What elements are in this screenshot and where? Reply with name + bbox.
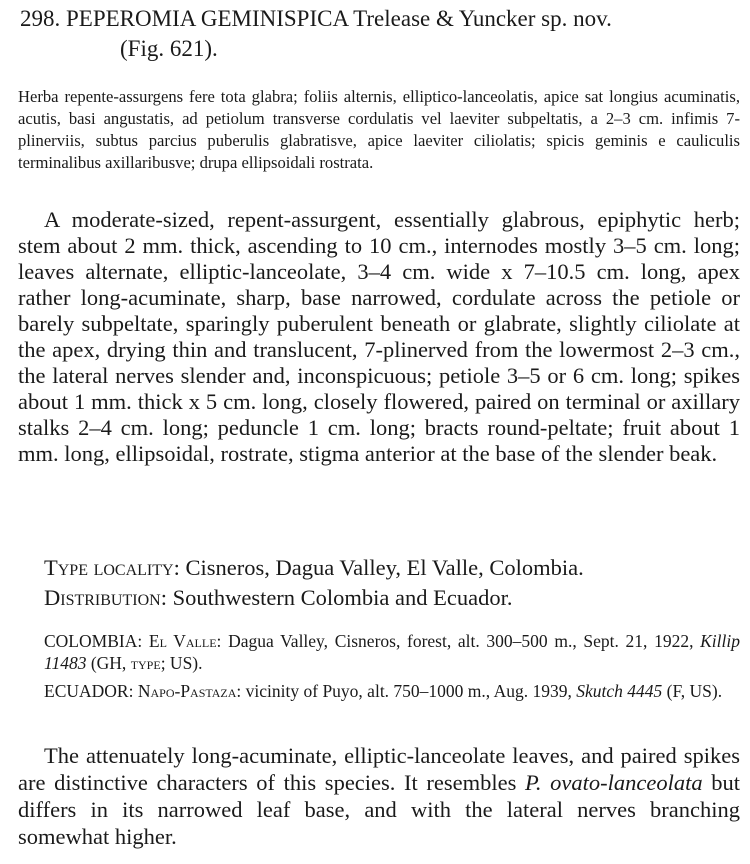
collector: Skutch 4445 <box>576 681 663 701</box>
distribution <box>44 585 513 611</box>
region: Napo-Pastaza <box>137 681 237 701</box>
locality: : vicinity of Puyo, alt. 750–1000 m., Aug. 1939, <box>236 681 572 701</box>
english-description <box>18 207 740 467</box>
description-text: A moderate-sized, repent-assurgent, essentially glabrous, epiphytic herb; stem about 2 mm. thick, ascending to 10 cm., internodes mostly 3–5 cm. long; leaves alternate, elliptic-lanceolate, 3–4 cm. wide x 7–10.5 cm. long, apex rather long-acuminate, sharp, base narrowed, cordulate across the petiole or barely subpeltate, sparingly puberulent beneath or glabrate, slightly ciliolate at the apex, drying thin and translucent, 7-plinerved from the lowermost 2–3 cm., the lateral nerves slender and, inconspicuous; petiole 3–5 or 6 cm. long; spikes about 1 mm. thick x 5 cm. long, closely flowered, paired on terminal or axillary stalks 2–4 cm. long; peduncle 1 cm. long; bracts round-peltate; fruit about 1 mm. long, ellipsoidal, rostrate, stigma anterior at the base of the slender beak. <box>18 207 740 466</box>
distribution-text: : Southwestern Colombia and Ecuador. <box>160 585 513 610</box>
genus-name: PEPEROMIA <box>66 6 196 31</box>
type-locality <box>44 555 584 581</box>
type-word: type <box>130 653 161 673</box>
species-heading <box>20 4 740 64</box>
region: El Valle <box>148 631 217 651</box>
latin-diagnosis-text: Herba repente-assurgens fere tota glabra; foliis alternis, elliptico-lanceolatis, apice sat longius acuminatis, acutis, basi angustatis, ad petiolum transverse cordulatis vel laeviter subpeltatis, a 2–3 cm. infimis 7-plinerviis, subtus parcius puberulis glabratisve, apice laeviter ciliolatis; spicis geminis e cauliculis terminalibus axillaribusve; drupa ellipsoidali rostrata. <box>18 87 740 172</box>
note-text-2: but differs in its narrowed leaf base, and with the lateral nerves branching somewhat higher. <box>18 770 740 849</box>
herbaria-pre: (GH, <box>90 653 127 673</box>
species-epithet: GEMINISPICA <box>200 6 348 31</box>
distribution-label: Distribution <box>44 585 161 610</box>
compared-species: P. ovato-lanceolata <box>525 770 703 795</box>
locality: : Dagua Valley, Cisneros, forest, alt. 300–500 m., Sept. 21, 1922, <box>216 631 694 651</box>
country: ECUADOR <box>44 681 129 701</box>
herbaria-post: (F, US). <box>666 681 723 701</box>
latin-diagnosis <box>18 86 740 174</box>
note-text-1: The attenuately long-acuminate, elliptic-lanceolate leaves, and paired spikes are distinctive characters of this species. It resembles <box>18 743 740 795</box>
species-number: 298. <box>20 6 61 31</box>
figure-reference: (Fig. 621). <box>120 36 218 61</box>
discussion-note <box>18 742 740 850</box>
specimen-citation-colombia: COLOMBIA: El Valle: Dagua Valley, Cisneros, forest, alt. 300–500 m., Sept. 21, 1922, Killip 11483 (GH, type; US). <box>44 631 740 673</box>
species-authors: Trelease & Yuncker sp. nov. <box>353 6 612 31</box>
collector: Killip 11483 <box>44 631 740 673</box>
herbaria-post: ; US). <box>160 653 203 673</box>
type-locality-text: : Cisneros, Dagua Valley, El Valle, Colombia. <box>173 555 584 580</box>
type-locality-label: Type locality <box>44 555 174 580</box>
country: COLOMBIA <box>44 631 138 651</box>
specimen-citation-ecuador: ECUADOR: Napo-Pastaza: vicinity of Puyo, alt. 750–1000 m., Aug. 1939, Skutch 4445 (F, US). <box>44 681 723 701</box>
